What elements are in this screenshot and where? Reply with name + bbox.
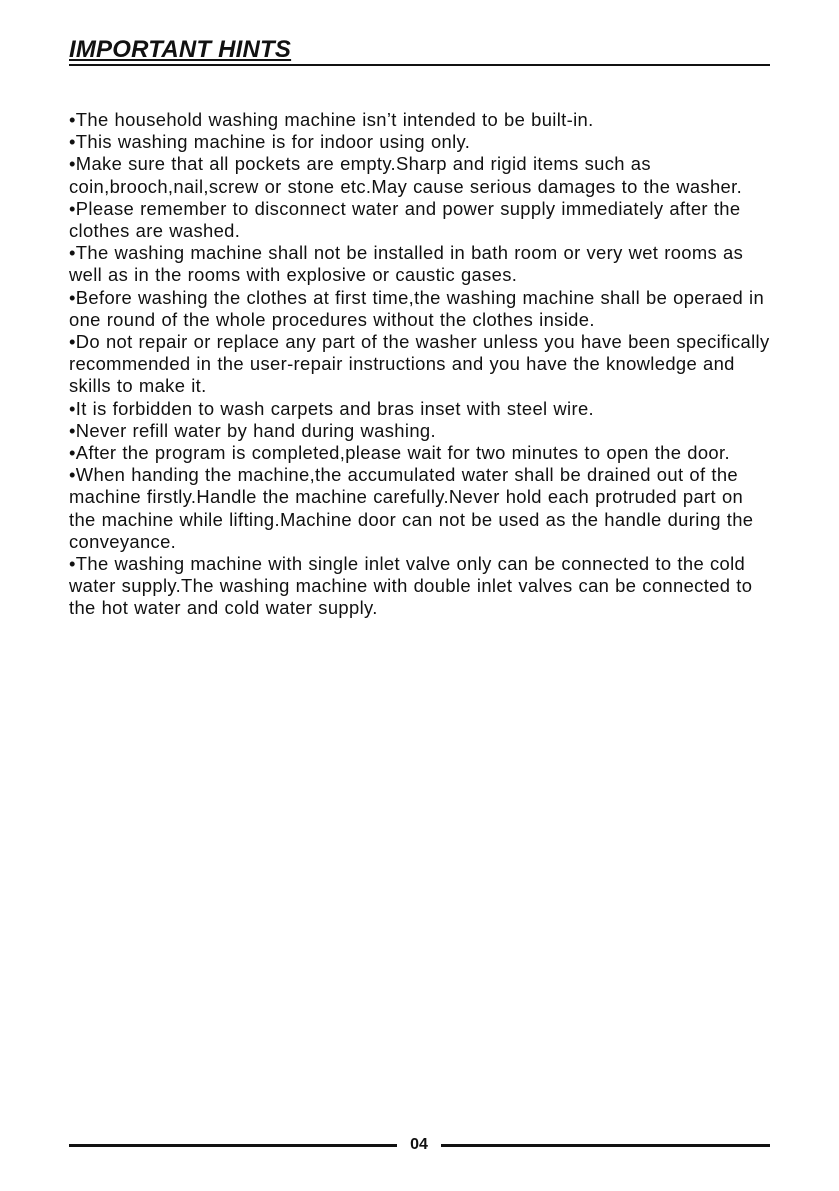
hint-item: •Do not repair or replace any part of the washer unless you have been specifically recommended in the user-repair instructions and you have the knowledge and skills to make it.	[69, 331, 770, 397]
page-title: IMPORTANT HINTS	[69, 36, 292, 63]
hints-list	[69, 109, 774, 620]
hint-item: •It is forbidden to wash carpets and bras inset with steel wire.	[69, 397, 594, 419]
hint-item: •Never refill water by hand during washing.	[69, 419, 436, 441]
hint-item: •Make sure that all pockets are empty.Sharp and rigid items such as coin,brooch,nail,screw or stone etc.May cause serious damages to the washer.	[69, 153, 743, 197]
footer-divider-left	[69, 1144, 397, 1147]
hint-item: •This washing machine is for indoor using only.	[69, 131, 471, 153]
page-number: 04	[410, 1136, 428, 1153]
hint-item: •The washing machine with single inlet valve only can be connected to the cold water supply.The washing machine with double inlet valves can be connected to the hot water and cold water supply.	[69, 553, 753, 619]
page-footer	[69, 1133, 770, 1157]
hint-item: •The household washing machine isn’t intended to be built-in.	[69, 109, 594, 130]
hint-item: •After the program is completed,please wait for two minutes to open the door.	[69, 442, 730, 464]
hint-item: •Before washing the clothes at first time,the washing machine shall be operaed in one round of the whole procedures without the clothes inside.	[69, 286, 765, 330]
page-header	[69, 36, 770, 66]
footer-divider-right	[441, 1144, 770, 1147]
hint-item: •Please remember to disconnect water and power supply immediately after the clothes are washed.	[69, 197, 741, 242]
hint-item: •When handing the machine,the accumulated water shall be drained out of the machine firstly.Handle the machine carefully.Never hold each protruded part on the machine while lifting.Machine door can not be used as the handle during the conveyance.	[69, 464, 754, 552]
hint-item: •The washing machine shall not be installed in bath room or very wet rooms as well as in the rooms with explosive or caustic gases.	[69, 242, 744, 286]
